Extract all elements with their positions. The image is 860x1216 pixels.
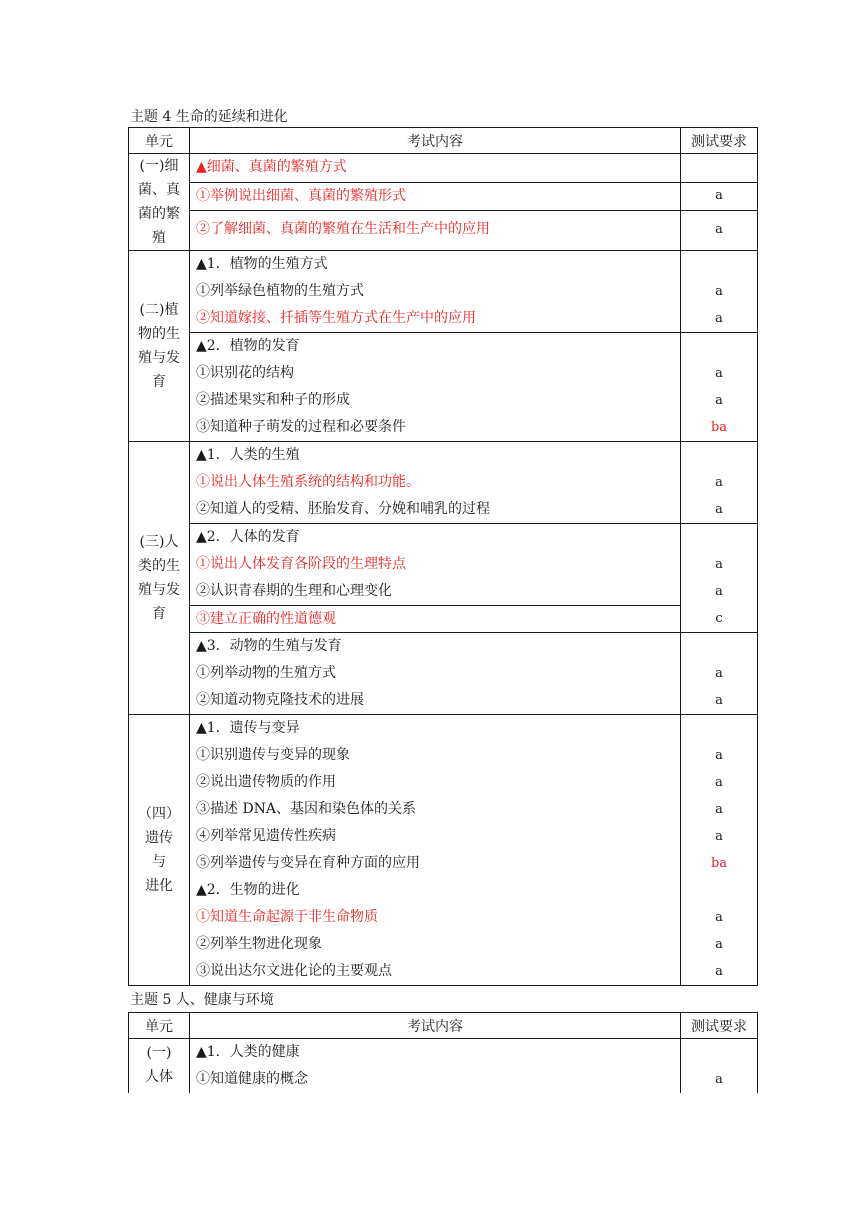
- level-value: a: [715, 829, 723, 844]
- content-line: ⑤列举遗传与变异在育种方面的应用: [196, 855, 420, 871]
- unit-label-4: （四） 遗传 与 进化: [129, 715, 190, 986]
- table1-caption: 主题 4 生命的延续和进化: [130, 109, 288, 125]
- level-value: a: [715, 311, 723, 326]
- table-row: [129, 183, 758, 211]
- content-line: ①举例说出细菌、真菌的繁殖形式: [196, 188, 406, 205]
- table2-caption: 主题 5 人、健康与环境: [130, 992, 274, 1008]
- content-line: ①知道生命起源于非生命物质: [196, 909, 378, 925]
- header-unit: 单元: [129, 128, 190, 154]
- content-line: ②知道嫁接、扦插等生殖方式在生产中的应用: [196, 310, 476, 326]
- content-line: ②描述果实和种子的形成: [196, 392, 350, 408]
- table-row: [129, 154, 758, 183]
- content-line: ③说出达尔文进化论的主要观点: [196, 963, 392, 979]
- content-line: ④列举常见遗传性疾病: [196, 828, 336, 844]
- level-value: ba: [710, 420, 728, 435]
- content-line: ①说出人体发育各阶段的生理特点: [196, 556, 406, 572]
- level-value: a: [715, 693, 723, 708]
- table-row: [129, 442, 758, 524]
- content-line: ▲3．动物的生殖与发育: [196, 638, 342, 654]
- level-value: c: [715, 611, 723, 626]
- table-row: [129, 633, 758, 715]
- level-value: a: [715, 557, 723, 572]
- content-line: ①列举动物的生殖方式: [196, 665, 336, 681]
- level-value: a: [715, 910, 723, 925]
- level-value: a: [715, 748, 723, 763]
- level-value: a: [715, 937, 723, 952]
- header-content: 考试内容: [190, 128, 681, 154]
- level-value: a: [715, 502, 723, 517]
- content-line: ③描述 DNA、基因和染色体的关系: [196, 801, 417, 817]
- level-value: a: [715, 964, 723, 979]
- unit-label-t2-1: (一) 人体: [129, 1039, 190, 1094]
- content-line: ▲2．植物的发育: [196, 338, 300, 354]
- header-req: 测试要求: [681, 128, 758, 154]
- content-line: ③建立正确的性道德观: [190, 605, 680, 632]
- table-row: [129, 333, 758, 442]
- content-line: ▲细菌、真菌的繁殖方式: [196, 159, 347, 175]
- content-line: ③知道种子萌发的过程和必要条件: [196, 419, 406, 435]
- content-line: ②说出遗传物质的作用: [196, 774, 336, 790]
- header-content: 考试内容: [190, 1013, 681, 1039]
- content-line: ②知道人的受精、胚胎发育、分娩和哺乳的过程: [196, 501, 490, 517]
- content-line: ▲1．遗传与变异: [196, 720, 300, 736]
- level-value: a: [715, 366, 723, 381]
- level-value: a: [715, 666, 723, 681]
- unit-label-3: (三)人 类的生 殖与发 育: [129, 442, 190, 715]
- content-line: ▲2．人体的发育: [196, 529, 300, 545]
- unit-label-2: (二)植 物的生 殖与发 育: [129, 251, 190, 442]
- level-value: a: [715, 393, 723, 408]
- table-row: [129, 211, 758, 251]
- table-row: [129, 524, 758, 633]
- table-topic5: [128, 1012, 758, 1093]
- level-value: a: [715, 188, 723, 204]
- table-row: [129, 1039, 758, 1094]
- level-value: a: [715, 802, 723, 817]
- table-header-row: [129, 128, 758, 154]
- content-line: ▲1．人类的生殖: [196, 447, 300, 463]
- content-line: ②了解细菌、真菌的繁殖在生活和生产中的应用: [196, 221, 490, 238]
- level-value: a: [715, 1072, 723, 1087]
- level-value: ba: [710, 856, 728, 871]
- header-unit: 单元: [129, 1013, 190, 1039]
- table-header-row: [129, 1013, 758, 1039]
- level-value: a: [715, 222, 723, 238]
- content-line: ①列举绿色植物的生殖方式: [196, 283, 364, 299]
- level-value: a: [715, 475, 723, 490]
- content-line: ▲2．生物的进化: [196, 882, 300, 898]
- level-value: a: [715, 775, 723, 790]
- content-line: ②列举生物进化现象: [196, 936, 322, 952]
- content-line: ②知道动物克隆技术的进展: [196, 692, 364, 708]
- content-line: ▲1．植物的生殖方式: [196, 256, 328, 272]
- content-line: ①知道健康的概念: [196, 1071, 308, 1087]
- table-row: [129, 715, 758, 986]
- content-line: ▲1．人类的健康: [196, 1044, 300, 1060]
- table-row: [129, 251, 758, 333]
- content-line: ①识别遗传与变异的现象: [196, 747, 350, 763]
- table-topic4: [128, 127, 758, 986]
- content-line: ①说出人体生殖系统的结构和功能。: [196, 474, 420, 490]
- unit-label-1: (一)细 菌、真 菌的繁 殖: [129, 154, 190, 251]
- header-req: 测试要求: [681, 1013, 758, 1039]
- level-value: a: [715, 584, 723, 599]
- level-value: a: [715, 284, 723, 299]
- content-line: ①识别花的结构: [196, 365, 294, 381]
- content-line: ②认识青春期的生理和心理变化: [196, 583, 392, 599]
